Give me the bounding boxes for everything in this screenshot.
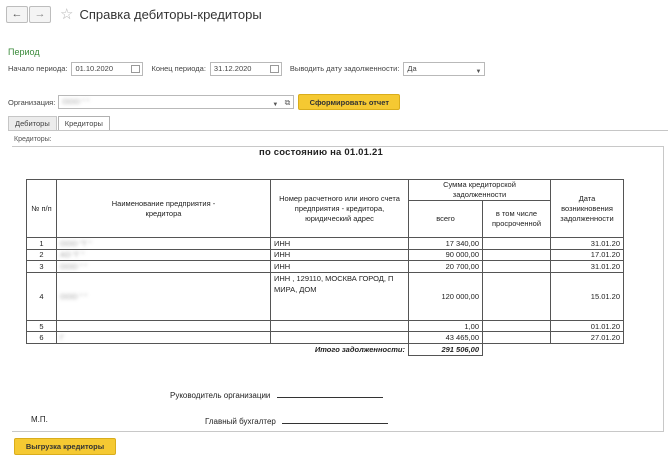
organization-row [8,94,400,110]
row-creditor: Г [57,332,271,344]
report-sheet[interactable] [12,146,664,432]
row-overdue [483,272,551,320]
tab-debtors[interactable]: Дебиторы [8,116,57,131]
row-account [271,320,409,332]
export-creditors-button[interactable]: Выгрузка кредиторы [14,438,116,455]
debt-date-label: Выводить дату задолженности: [289,64,400,73]
tab-underline [8,130,668,131]
debt-date-select[interactable] [403,62,485,76]
open-link-icon[interactable]: ⧉ [284,98,291,107]
total-label: Итого задолженности: [57,343,409,355]
favorite-star-icon[interactable]: ☆ [60,5,74,23]
organization-label: Организация: [8,97,56,107]
debt-date-value: Да [407,63,417,73]
col-header-date: Дата возникновения задолженности [551,180,624,238]
row-total: 43 465,00 [409,332,483,344]
calendar-icon[interactable] [131,65,140,73]
table-row[interactable] [27,261,624,273]
director-label: Руководитель организации [170,391,271,400]
director-signature [170,389,383,400]
row-account: ИНН [271,238,409,250]
row-overdue [483,332,551,344]
chevron-down-icon[interactable]: ▼ [475,68,482,75]
row-account: ИНН [271,249,409,261]
row-total: 1,00 [409,320,483,332]
stamp-label: М.П. [31,415,48,424]
col-header-overdue: в том числе просроченной [483,201,551,238]
forward-arrow-icon: → [34,8,46,20]
total-spacer [483,343,551,355]
report-heading: по состоянию на 01.01.21 [259,147,383,158]
creditors-table [26,179,624,356]
end-period-field[interactable] [210,62,282,76]
col-header-total: всего [409,201,483,238]
sheet-label: Кредиторы: [14,136,52,143]
row-creditor: ООО " " [57,272,271,320]
row-account: ИНН , 129110, МОСКВА ГОРОД, П МИРА, ДОМ [271,272,409,320]
row-creditor [57,320,271,332]
row-account: ИНН [271,261,409,273]
back-arrow-icon: ← [11,8,23,20]
row-overdue [483,261,551,273]
row-num: 5 [27,320,57,332]
row-creditor: АО "Г " [57,249,271,261]
col-header-num: № п/п [27,180,57,238]
row-account [271,332,409,344]
col-header-name: Наименование предприятия - кредитора [57,180,271,238]
row-overdue [483,320,551,332]
row-date: 17.01.20 [551,249,624,261]
row-num: 6 [27,332,57,344]
table-row[interactable] [27,320,624,332]
table-row[interactable] [27,272,624,320]
row-creditor: ООО " " [57,261,271,273]
accountant-signature [205,415,388,426]
row-total: 120 000,00 [409,272,483,320]
row-total: 17 340,00 [409,238,483,250]
total-spacer [551,343,624,355]
row-date: 15.01.20 [551,272,624,320]
total-row[interactable] [27,343,624,355]
start-period-value: 01.10.2020 [75,63,113,73]
start-period-label: Начало периода: [8,64,68,73]
row-num: 1 [27,238,57,250]
row-num: 2 [27,249,57,261]
end-period-label: Конец периода: [151,64,206,73]
col-header-account: Номер расчетного или иного счета предприятия - кредитора, юридический адрес [271,180,409,238]
table-row[interactable] [27,249,624,261]
chevron-down-icon[interactable]: ▼ [272,102,279,108]
row-date: 27.01.20 [551,332,624,344]
row-date: 01.01.20 [551,320,624,332]
calendar-icon[interactable] [270,65,279,73]
window-title: Справка дебиторы-кредиторы [79,6,262,22]
row-num: 3 [27,261,57,273]
period-row [8,61,485,76]
table-row[interactable] [27,238,624,250]
tab-creditors[interactable]: Кредиторы [58,116,110,131]
organization-field[interactable] [58,95,294,109]
generate-report-button[interactable]: Сформировать отчет [298,94,400,110]
row-num: 4 [27,272,57,320]
row-total: 90 000,00 [409,249,483,261]
row-creditor: ООО "Т " [57,238,271,250]
row-date: 31.01.20 [551,261,624,273]
row-overdue [483,249,551,261]
col-header-sum-group: Сумма кредиторской задолженности [409,180,551,201]
end-period-value: 31.12.2020 [213,63,252,73]
start-period-field[interactable] [71,62,143,76]
title-bar [0,0,670,28]
organization-value: ООО " " [62,97,90,106]
table-row[interactable] [27,332,624,344]
tab-bar [8,116,111,131]
accountant-label: Главный бухгалтер [205,417,276,426]
row-overdue [483,238,551,250]
signature-line [282,415,388,424]
signature-line [277,389,383,398]
period-section-label: Период [8,47,40,57]
back-button[interactable] [6,6,28,23]
row-date: 31.01.20 [551,238,624,250]
total-spacer [27,343,57,355]
forward-button[interactable] [29,6,51,23]
total-value: 291 506,00 [409,343,483,355]
row-total: 20 700,00 [409,261,483,273]
